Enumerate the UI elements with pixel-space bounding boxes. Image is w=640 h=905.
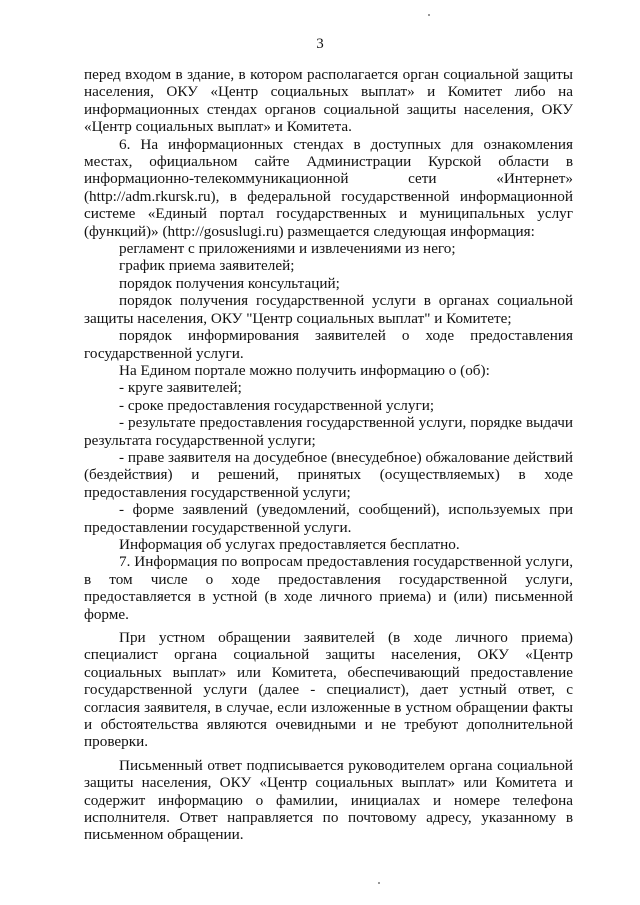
paragraph: порядок получения консультаций; <box>119 274 340 292</box>
paragraph: перед входом в здание, в котором располагается орган социальной защиты населения, ОКУ «Центр социальных выплат» и Комитет либо на информационных стендах органов социальной защиты населения, ОКУ «Центр социальных выплат» и Комитета. <box>84 66 573 136</box>
paragraph: регламент с приложениями и извлечениями из него; <box>119 240 456 258</box>
paragraph: 7. Информация по вопросам предоставления государственной услуги, в том числе о ходе предоставления государственной услуги, предоставляется в устной (в ходе личного приема) и (или) письменной форме. <box>84 553 573 623</box>
paragraph: На Едином портале можно получить информацию о (об): <box>119 361 490 379</box>
paragraph: 6. На информационных стендах в доступных для ознакомления местах, официальном сайте Администрации Курской области в информационно-телекоммуникационной сети «Интернет» (http://adm.rkursk.ru), в федеральной государственной информационной системе «Единый портал государственных и муниципальных услуг (функций)» (http://gosuslugi.ru) размещается следующая информация: <box>84 135 573 240</box>
paragraph: порядок информирования заявителей о ходе предоставления государственной услуги. <box>84 327 573 362</box>
page-number: 3 <box>316 36 324 52</box>
paragraph: - праве заявителя на досудебное (внесудебное) обжалование действий (бездействия) и решений, принятых (осуществляемых) в ходе предоставления государственной услуги; <box>84 448 573 501</box>
paragraph: - форме заявлений (уведомлений, сообщений), используемых при предоставлении государственной услуги. <box>84 501 573 536</box>
paragraph: При устном обращении заявителей (в ходе личного приема) специалист органа социальной защиты населения, ОКУ «Центр социальных выплат» или Комитета, обеспечивающий предоставление государственной услуги (далее - специалист), дает устный ответ, с согласия заявителя, в случае, если изложенные в устном обращении факты и обстоятельства являются очевидными и не требуют дополнительной проверки. <box>84 629 573 751</box>
paragraph: порядок получения государственной услуги в органах социальной защиты населения, ОКУ "Центр социальных выплат" и Комитете; <box>84 292 573 327</box>
scan-speck <box>428 14 430 16</box>
paragraph: Письменный ответ подписывается руководителем органа социальной защиты населения, ОКУ «Центр социальных выплат» или Комитета и содержит информацию о фамилии, инициалах и номере телефона исполнителя. Ответ направляется по почтовому адресу, указанному в письменном обращении. <box>84 756 573 844</box>
document-body <box>84 66 573 844</box>
scan-speck <box>378 882 380 884</box>
paragraph: - круге заявителей; <box>119 379 242 397</box>
paragraph: - результате предоставления государственной услуги, порядке выдачи результата государственной услуги; <box>84 414 573 449</box>
paragraph: - сроке предоставления государственной услуги; <box>119 396 435 414</box>
paragraph: Информация об услугах предоставляется бесплатно. <box>119 535 460 553</box>
paragraph: график приема заявителей; <box>119 257 295 275</box>
